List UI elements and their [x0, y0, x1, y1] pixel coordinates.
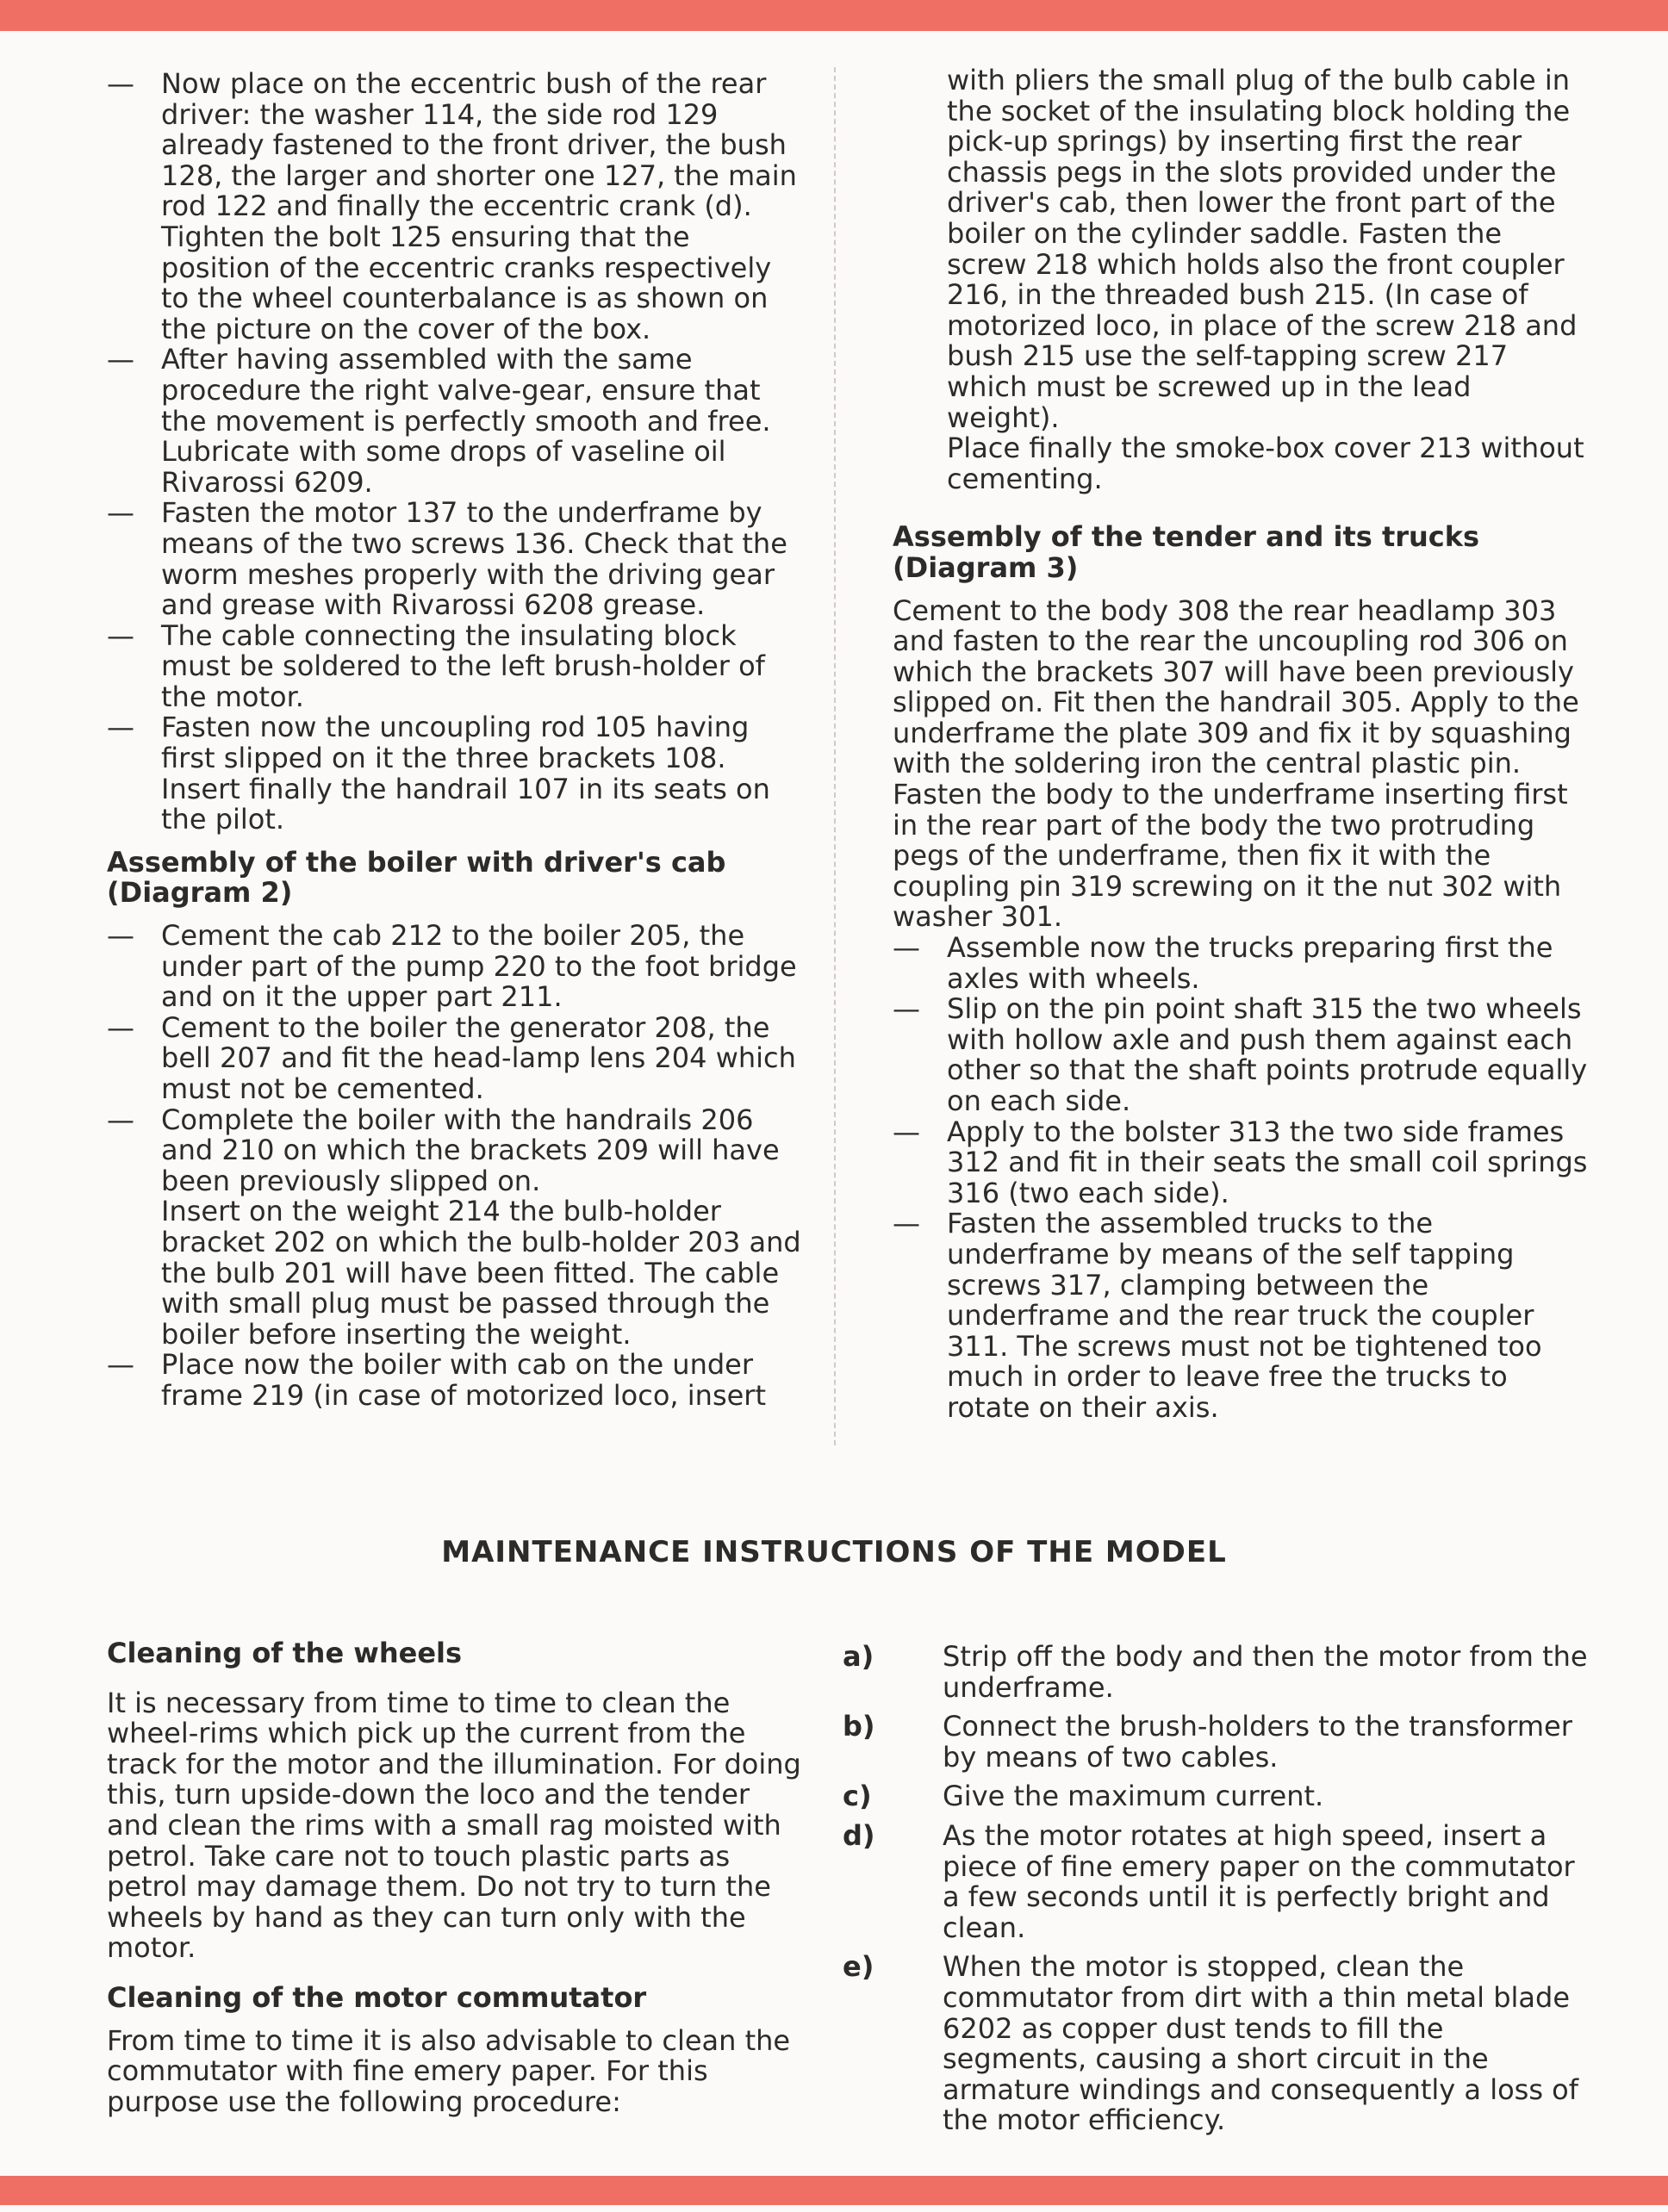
list-item: — Assemble now the trucks preparing first the axles with wheels.	[893, 931, 1553, 995]
section-heading: Assembly of the boiler with driver's cab	[107, 845, 726, 879]
list-item: — Fasten the motor 137 to the underframe by means of the two screws 136. Check that the worm meshes properly with the driving gear and grease with Rivarossi 6208 grease.	[107, 496, 787, 622]
list-item: — Cement the cab 212 to the boiler 205, the under part of the pump 220 to the foot bridge and on it the upper part 211.	[107, 919, 797, 1014]
list-item: — Slip on the pin point shaft 315 the two wheels with hollow axle and push them against each other so that the shaft points protrude equally on each side.	[893, 992, 1588, 1117]
paragraph: Cement to the body 308 the rear headlamp 303 and fasten to the rear the uncoupling rod 306 on which the brackets 307 will have been previously slipped on. Fit then the handrail 305. Apply to the underframe the plate 309 and fix it by squashing with the soldering iron the central plastic pin.	[893, 593, 1579, 780]
paragraph: Place finally the smoke-box cover 213 without cementing.	[947, 432, 1584, 495]
paragraph: Insert on the weight 214 the bulb-holder bracket 202 on which the bulb-holder 203 and the bulb 201 will have been fitted. The cable with small plug must be passed through the boiler before inserting the weight.	[161, 1195, 801, 1351]
paragraph: It is necessary from time to time to clean the wheel-rims which pick up the current from the track for the motor and the illumination. For doing this, turn upside-down the loco and the tender and clean the rims with a small rag moisted with petrol. Take care not to touch plastic parts as petrol may damage them. Do not try to turn the wheels by hand as they can turn only with the motor.	[107, 1686, 801, 1965]
paragraph: with pliers the small plug of the bulb cable in the socket of the insulating block holding the pick-up springs) by inserting first the rear chassis pegs in the slots provided under the driver's cab, then lower the front part of the boiler on the cylinder saddle. Fasten the screw 218 which holds also the front coupler 216, in the threaded bush 215. (In case of motorized loco, in place of the screw 218 and bush 215 use the self-tapping screw 217 which must be screwed up in the lead weight).	[947, 64, 1578, 434]
list-item: — Cement to the boiler the generator 208, the bell 207 and fit the head-lamp lens 204 which must not be cemented.	[107, 1010, 796, 1105]
maintenance-right-column	[843, 1640, 1589, 2137]
list-item: — Place now the boiler with cab on the under frame 219 (in case of motorized loco, insert	[107, 1348, 766, 1412]
top-red-band	[0, 0, 1668, 31]
left-column	[107, 69, 803, 1412]
list-item: — Now place on the eccentric bush of the rear driver: the washer 114, the side rod 129 already fastened to the front driver, the bush 128, the larger and shorter one 127, the main rod 122 and finally the eccentric crank (d). Tighten the bolt 125 ensuring that the position of the eccentric cranks respectively to the wheel counterbalance is as shown on the picture on the cover of the box.	[107, 67, 797, 345]
bottom-red-band	[0, 2176, 1668, 2205]
list-item: b) Connect the brush-holders to the transformer by means of two cables.	[843, 1710, 1572, 1774]
list-item: — Apply to the bolster 313 the two side frames 312 and fit in their seats the small coil springs 316 (two each side).	[893, 1115, 1588, 1209]
paragraph: Fasten the body to the underframe inserting first in the rear part of the body the two protruding pegs of the underframe, then fix it with the coupling pin 319 screwing on it the nut 302 with washer 301.	[893, 778, 1568, 934]
list-item: — Fasten the assembled trucks to the underframe by means of the self tapping screws 317, clamping between the underframe and the rear truck the coupler 311. The screws must not be tightened too much in order to leave free the trucks to rotate on their axis.	[893, 1207, 1542, 1424]
list-item: — Fasten now the uncoupling rod 105 having first slipped on it the three brackets 108. Insert finally the handrail 107 in its seats on the pilot.	[107, 711, 770, 836]
list-item: — Complete the boiler with the handrails 206 and 210 on which the brackets 209 will have been previously slipped on.	[107, 1103, 780, 1197]
maintenance-left-column	[107, 1638, 803, 2117]
paragraph: From time to time it is also advisable to clean the commutator with fine emery paper. For this purpose use the following procedure:	[107, 2023, 791, 2118]
list-item: — The cable connecting the insulating block must be soldered to the left brush-holder of the motor.	[107, 618, 765, 713]
list-item: — After having assembled with the same procedure the right valve-gear, ensure that the movement is perfectly smooth and free. Lubricate with some drops of vaseline oil Rivarossi 6209.	[107, 343, 771, 499]
column-divider	[834, 67, 836, 1445]
section-heading: Cleaning of the motor commutator	[107, 1980, 647, 2014]
section-subheading: (Diagram 2)	[107, 876, 293, 910]
page-title: MAINTENANCE INSTRUCTIONS OF THE MODEL	[441, 1535, 1227, 1569]
section-heading: Cleaning of the wheels	[107, 1637, 463, 1669]
list-item: c) Give the maximum current.	[843, 1780, 1324, 1813]
list-item: a) Strip off the body and then the motor from the underframe.	[843, 1640, 1588, 1704]
right-column	[893, 65, 1589, 1424]
section-subheading: (Diagram 3)	[893, 550, 1079, 584]
list-item: e) When the motor is stopped, clean the commutator from dirt with a thin metal blade 6202 as copper dust tends to fill the segments, causing a short circuit in the armature windings and consequently a loss of the motor efficiency.	[843, 1950, 1579, 2137]
section-heading: Assembly of the tender and its trucks	[893, 520, 1480, 554]
list-item: d) As the motor rotates at high speed, insert a piece of fine emery paper on the commutator a few seconds until it is perfectly bright and clean.	[843, 1818, 1575, 1944]
